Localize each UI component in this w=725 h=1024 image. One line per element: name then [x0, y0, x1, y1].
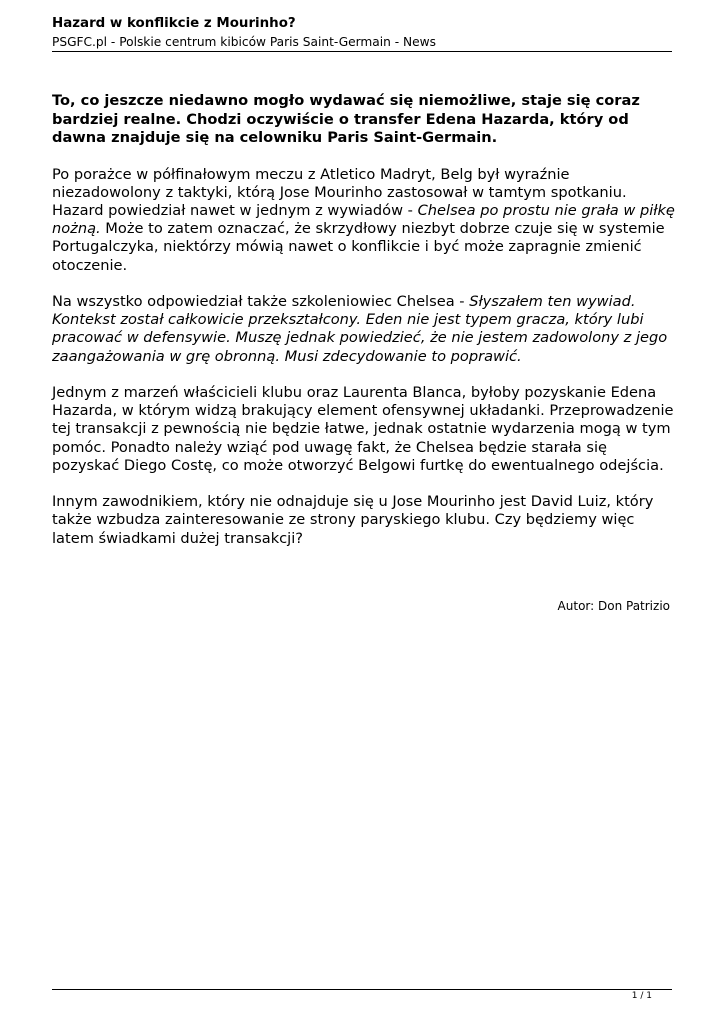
- footer-divider: [52, 989, 672, 990]
- page-header: [52, 15, 672, 50]
- header-divider: [52, 51, 672, 52]
- article-paragraph-1: [52, 166, 677, 275]
- article-lead: To, co jeszcze niedawno mogło wydawać się niemożliwe, staje się coraz bardziej realne. Chodzi oczywiście o transfer Edena Hazarda, który od dawna znajduje się na celowniku Paris Saint-Germain.: [52, 92, 640, 146]
- article-paragraph-3: Jednym z marzeń właścicieli klubu oraz Laurenta Blanca, byłoby pozyskanie Edena Hazarda, w którym widzą brakujący element ofensywnej układanki. Przeprowadzenie tej transakcji z pewnością nie będzie łatwe, jednak ostatnie wydarzenia mogą w tym pomóc. Ponadto należy wziąć pod uwagę fakt, że Chelsea będzie starała się pozyskać Diego Costę, co może otworzyć Belgowi furtkę do ewentualnego odejścia.: [52, 383, 674, 474]
- paragraph-text: Na wszystko odpowiedział także szkoleniowiec Chelsea -: [52, 292, 470, 310]
- document-source: PSGFC.pl - Polskie centrum kibiców Paris Saint-Germain - News: [52, 35, 436, 49]
- paragraph-text: Może to zatem oznaczać, że skrzydłowy niezbyt dobrze czuje się w systemie Portugalczyka, niektórzy mówią nawet o konflikcie i być może zapragnie zmienić otoczenie.: [52, 220, 665, 274]
- document-title: Hazard w konflikcie z Mourinho?: [52, 16, 296, 31]
- quote-text: Słyszałem ten wywiad. Kontekst został całkowicie przekształcony. Eden nie jest typem gracza, który lubi pracować w defensywie. Muszę jednak powiedzieć, że nie jestem zadowolony z jego zaangażowania w grę obronną. Musi zdecydowanie to poprawić.: [52, 292, 668, 365]
- page-number: 1 / 1: [631, 991, 652, 1001]
- article-paragraph-2: [52, 293, 677, 366]
- article-body: [52, 92, 677, 566]
- paragraph-text: Po porażce w półfinałowym meczu z Atletico Madryt, Belg był wyraźnie niezadowolony z taktyki, którą Jose Mourinho zastosował w tamtym spotkaniu. Hazard powiedział nawet w jednym z wywiadów -: [52, 165, 627, 219]
- article-paragraph-4: Innym zawodnikiem, który nie odnajduje się u Jose Mourinho jest David Luiz, który także wzbudza zainteresowanie ze strony paryskiego klubu. Czy będziemy więc latem świadkami dużej transakcji?: [52, 493, 654, 547]
- quote-text: Chelsea po prostu nie grała w piłkę nożną.: [52, 201, 675, 238]
- article-author: Autor: Don Patrizio: [557, 599, 670, 613]
